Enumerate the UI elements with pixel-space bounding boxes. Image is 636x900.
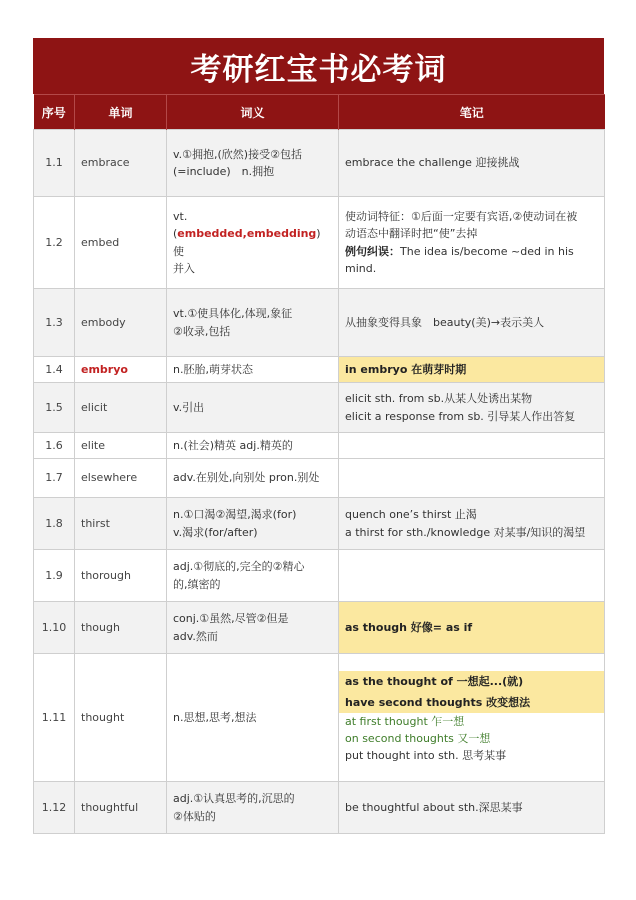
row-word: thorough <box>75 550 167 602</box>
row-number: 1.10 <box>34 602 75 654</box>
row-meaning <box>167 782 339 834</box>
row-note <box>339 550 605 602</box>
row-meaning <box>167 357 339 383</box>
meaning-line: adj.①认真思考的,沉思的 <box>173 792 295 806</box>
row-meaning <box>167 602 339 654</box>
row-note <box>339 197 605 289</box>
note-line-highlighted: as the thought of 一想起...(就) <box>339 671 604 692</box>
note-line: embrace the challenge 迎接挑战 <box>345 156 520 170</box>
row-word: elicit <box>75 383 167 433</box>
row-word: though <box>75 602 167 654</box>
meaning-line: v.引出 <box>173 400 205 414</box>
meaning-line: n.胚胎,萌芽状态 <box>173 362 253 376</box>
meaning-line: 并入 <box>173 261 195 275</box>
row-meaning <box>167 550 339 602</box>
note-line: elicit sth. from sb.从某人处诱出某物 <box>345 392 533 406</box>
row-note <box>339 433 605 459</box>
row-word: thirst <box>75 498 167 550</box>
row-meaning <box>167 433 339 459</box>
meaning-line: 的,缜密的 <box>173 577 221 591</box>
row-note <box>339 383 605 433</box>
meaning-prefix: vt.( <box>173 210 188 241</box>
row-number: 1.5 <box>34 383 75 433</box>
meaning-line: n.①口渴②渴望,渴求(for) <box>173 508 297 522</box>
note-line: 使动词特征：①后面一定要有宾语,②使动词在被 <box>345 210 578 224</box>
row-number: 1.2 <box>34 197 75 289</box>
table-row <box>34 289 605 357</box>
meaning-line: ②收录,包括 <box>173 324 231 338</box>
note-line: elicit a response from sb. 引导某人作出答复 <box>345 409 576 423</box>
table-row <box>34 654 605 782</box>
row-word: embed <box>75 197 167 289</box>
row-note <box>339 130 605 197</box>
page-title: 考研红宝书必考词 <box>33 38 604 94</box>
meaning-line: vt.①使具体化,体现,象征 <box>173 307 293 321</box>
column-header-notes: 笔记 <box>339 95 605 130</box>
table-row <box>34 357 605 383</box>
vocab-sheet <box>33 38 604 834</box>
row-meaning <box>167 459 339 498</box>
row-note <box>339 357 605 383</box>
row-note <box>339 602 605 654</box>
row-note <box>339 782 605 834</box>
note-line: a thirst for sth./knowledge 对某事/知识的渴望 <box>345 525 586 539</box>
table-row <box>34 459 605 498</box>
row-number: 1.4 <box>34 357 75 383</box>
row-note <box>339 289 605 357</box>
row-note <box>339 498 605 550</box>
vocab-table <box>33 94 605 834</box>
column-header-number: 序号 <box>34 95 75 130</box>
note-line: as though 好像= as if <box>345 620 473 634</box>
row-note <box>339 654 605 782</box>
note-line: at first thought 乍一想 <box>345 714 465 728</box>
table-row <box>34 498 605 550</box>
row-meaning <box>167 197 339 289</box>
column-header-meaning: 词义 <box>167 95 339 130</box>
row-word: elsewhere <box>75 459 167 498</box>
row-number: 1.9 <box>34 550 75 602</box>
row-meaning <box>167 289 339 357</box>
note-line: on second thoughts 又一想 <box>345 732 491 746</box>
row-number: 1.12 <box>34 782 75 834</box>
row-word: embryo <box>75 357 167 383</box>
table-header-row <box>34 95 605 130</box>
row-number: 1.1 <box>34 130 75 197</box>
table-row <box>34 383 605 433</box>
row-note <box>339 459 605 498</box>
meaning-line: ②体贴的 <box>173 809 216 823</box>
row-meaning <box>167 383 339 433</box>
column-header-word: 单词 <box>75 95 167 130</box>
meaning-forms: embedded,embedding <box>177 227 317 241</box>
row-number: 1.11 <box>34 654 75 782</box>
row-meaning <box>167 130 339 197</box>
row-word: embody <box>75 289 167 357</box>
row-number: 1.3 <box>34 289 75 357</box>
meaning-line: v.渴求(for/after) <box>173 525 258 539</box>
meaning-line: adv.然而 <box>173 629 218 643</box>
note-line: in embryo 在萌芽时期 <box>345 362 467 376</box>
meaning-line <box>173 208 332 259</box>
meaning-line: v.①拥抱,(欣然)接受②包括 <box>173 147 302 161</box>
row-word: elite <box>75 433 167 459</box>
note-example-label: 例句纠误： <box>345 244 400 258</box>
meaning-line: n.(社会)精英 adj.精英的 <box>173 438 293 452</box>
row-number: 1.8 <box>34 498 75 550</box>
table-row <box>34 602 605 654</box>
row-word: thoughtful <box>75 782 167 834</box>
table-row <box>34 433 605 459</box>
note-line: quench one’s thirst 止渴 <box>345 508 477 522</box>
table-row <box>34 130 605 197</box>
table-row <box>34 782 605 834</box>
note-example-line <box>345 243 598 277</box>
note-line: put thought into sth. 思考某事 <box>345 749 507 763</box>
row-word: embrace <box>75 130 167 197</box>
row-meaning <box>167 498 339 550</box>
note-line: 动语态中翻译时把“使”去掉 <box>345 227 478 241</box>
note-example-text: The idea is/become ~ded in his mind. <box>345 244 574 275</box>
table-row <box>34 197 605 289</box>
table-row <box>34 550 605 602</box>
row-number: 1.6 <box>34 433 75 459</box>
meaning-line: adv.在别处,向别处 pron.别处 <box>173 471 320 485</box>
meaning-line: n.思想,思考,想法 <box>173 710 257 724</box>
note-line-highlighted: have second thoughts 改变想法 <box>339 692 604 713</box>
meaning-line: conj.①虽然,尽管②但是 <box>173 612 289 626</box>
note-line: be thoughtful about sth.深思某事 <box>345 800 523 814</box>
row-meaning <box>167 654 339 782</box>
note-line: 从抽象变得具象 beauty(美)→表示美人 <box>345 315 545 329</box>
row-number: 1.7 <box>34 459 75 498</box>
meaning-line: (=include) n.拥抱 <box>173 165 275 178</box>
row-word: thought <box>75 654 167 782</box>
meaning-suffix: ) 使 <box>173 227 321 258</box>
meaning-line: adj.①彻底的,完全的②精心 <box>173 560 305 574</box>
